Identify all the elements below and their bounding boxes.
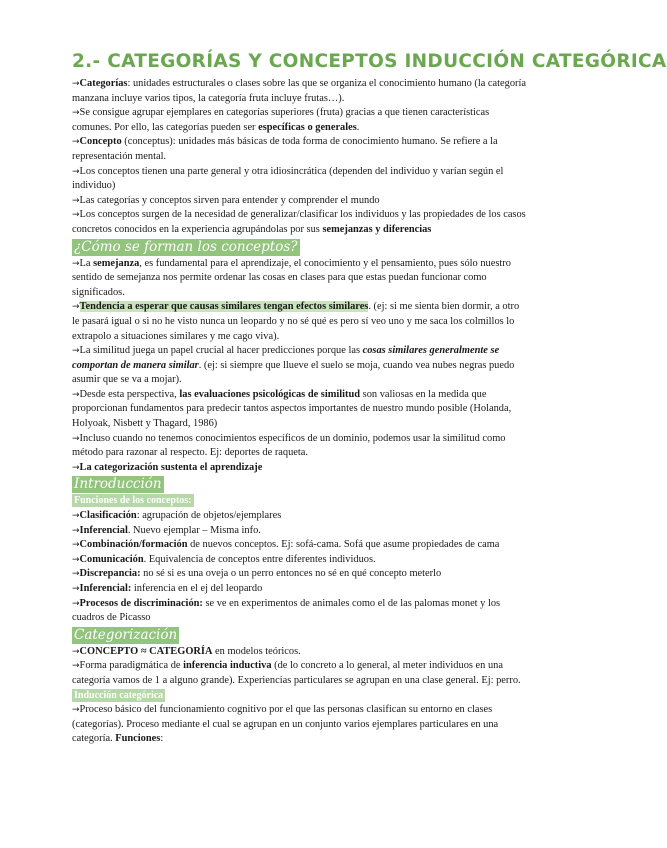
bold-term: Comunicación	[79, 553, 144, 565]
bold-term: específicas o generales	[258, 121, 357, 133]
bold-term: Discrepancia:	[79, 568, 141, 580]
paragraph-text: La	[79, 257, 94, 269]
paragraph	[72, 597, 528, 626]
bold-term: cosas similares generalmente se comportan de manera similar	[72, 345, 500, 371]
paragraph	[72, 553, 528, 568]
paragraph-text: se ve en experimentos de animales como el de las palomas monet y los cuadros de Picasso	[72, 597, 501, 624]
arrow-icon: →	[72, 661, 80, 672]
paragraph-text: :	[160, 733, 164, 745]
section-heading-intro: Introducción	[74, 476, 162, 493]
paragraph-text: . Equivalencia de conceptos entre diferentes individuos.	[143, 553, 376, 565]
bold-term: Funciones	[115, 733, 161, 745]
paragraph-text: : agrupación de objetos/ejemplares	[136, 510, 282, 522]
arrow-icon: →	[72, 389, 80, 400]
paragraph-text: (conceptus): unidades más básicas de toda forma de conocimiento humano. Se refiere a la representación mental.	[72, 136, 498, 162]
paragraph	[72, 432, 528, 461]
arrow-icon: →	[72, 258, 80, 269]
paragraph-text: Incluso cuando no tenemos conocimientos específicos de un dominio, podemos usar la similitud como método para razonar al respecto. Ej: deportes de raqueta.	[72, 432, 506, 459]
paragraph-text: .	[356, 121, 360, 133]
bold-term: Concepto	[79, 136, 122, 148]
arrow-icon: →	[72, 511, 80, 522]
induction-section	[72, 703, 528, 747]
arrow-icon: →	[72, 540, 80, 551]
paragraph-text: no sé si es una oveja o un perro entonces no sé en qué concepto meterlo	[140, 568, 442, 580]
bold-term: semejanzas y diferencias	[322, 223, 432, 235]
section-heading-como: ¿Cómo se forman los conceptos?	[74, 238, 298, 255]
arrow-icon: →	[72, 79, 80, 89]
paragraph-text: . Nuevo ejemplar – Misma info.	[127, 524, 261, 536]
arrow-icon: →	[72, 108, 80, 119]
paragraph	[72, 77, 528, 106]
paragraph-text: Los conceptos surgen de la necesidad de generalizar/clasificar los individuos y las propiedades de los casos concretos conocidos en la experiencia agrupándolas por sus	[72, 209, 526, 235]
paragraph	[72, 194, 528, 209]
arrow-icon: →	[72, 584, 80, 594]
paragraph	[72, 300, 528, 344]
paragraph	[72, 135, 528, 164]
paragraph-text: . (ej: si siempre que llueve el suelo se moja, cuando vea nubes negras puedo asumir que se va a mojar).	[72, 359, 515, 386]
paragraph	[72, 567, 528, 582]
paragraph-text: La similitud juega un papel crucial al hacer predicciones porque las	[79, 345, 363, 357]
paragraph	[72, 208, 528, 237]
paragraph	[72, 524, 528, 539]
paragraph	[72, 645, 528, 660]
arrow-icon: →	[72, 195, 80, 206]
paragraph-text: , es fundamental para el aprendizaje, el conocimiento y el pensamiento, pues sólo nuestro sentido de semejanza nos permite ordenar las cosas en clases para que estas puedan funcionar como significados.	[72, 257, 511, 298]
arrow-icon: →	[72, 166, 80, 177]
functions-section	[72, 509, 528, 626]
arrow-icon: →	[72, 346, 80, 357]
paragraph-text: . (ej: si me sienta bien dormir, a otro le pasará igual o si no he visto nunca un leopardo y no sé qué es pero sí veo uno y me saca los colmillos lo extrapolo a situaciones similares y me cago viva).	[72, 301, 520, 342]
paragraph	[72, 582, 528, 597]
bold-term: La categorización sustenta el aprendizaje	[79, 461, 263, 473]
arrow-icon: →	[72, 433, 80, 444]
subheading-induccion: Inducción categórica	[74, 689, 164, 701]
bold-term: Categorías	[79, 78, 128, 89]
arrow-icon: →	[72, 302, 80, 313]
arrow-icon: →	[72, 646, 80, 657]
paragraph	[72, 703, 528, 747]
paragraph	[72, 344, 528, 388]
paragraph	[72, 165, 528, 194]
arrow-icon: →	[72, 569, 80, 580]
paragraph	[72, 509, 528, 524]
paragraph	[72, 388, 528, 432]
bold-term: Inferencial	[79, 524, 128, 536]
paragraph-text: (de lo concreto a lo general, al meter individuos en una categoría vamos de 1 a alguno grande). Experiencias particulares se agrupan en una clase general. Ej: perro.	[72, 660, 521, 686]
arrow-icon: →	[72, 554, 80, 565]
paragraph-text: son valiosas en la medida que proporcionan fundamentos para predecir tantos aspectos importantes de nuestro mundo posible (Holanda, Holyoak, Nisbett y Thagard, 1986)	[72, 388, 512, 430]
paragraph-text: inferencia en el ej del leopardo	[131, 583, 263, 594]
paragraph-text: Se consigue agrupar ejemplares en categorías superiores (fruta) gracias a que tienen características comunes. Por ello, las categorías pueden ser	[72, 107, 490, 133]
paragraph-text: Proceso básico del funcionamiento cognitivo por el que las personas clasifican su entorno en clases (categorías). Proceso mediante el cual se agrupan en un conjunto varios ejemplares particulares en una categoría.	[72, 704, 499, 745]
bold-term: Inferencial:	[79, 583, 132, 594]
paragraph-text: en modelos teóricos.	[212, 645, 301, 657]
paragraph-text: Los conceptos tienen una parte general y otra idiosincrática (dependen del individuo y varían según el individuo)	[72, 165, 504, 192]
paragraph	[72, 106, 528, 135]
arrow-icon: →	[72, 210, 80, 221]
paragraph-text: : unidades estructurales o clases sobre las que se organiza el conocimiento humano (la categoría manzana incluye varios tipos, la categoría fruta incluye frutas…).	[72, 78, 527, 104]
paragraph	[72, 659, 528, 688]
bold-term: semejanza	[93, 257, 140, 269]
arrow-icon: →	[72, 525, 80, 536]
bold-term: Procesos de discriminación:	[79, 597, 203, 609]
paragraph	[72, 538, 528, 553]
bold-term: las evaluaciones psicológicas de similitud	[179, 388, 361, 400]
bold-term: Combinación/formación	[79, 539, 188, 551]
paragraph-text: de nuevos conceptos. Ej: sofá-cama. Sofá que asume propiedades de cama	[187, 539, 500, 551]
similarity-section	[72, 257, 528, 476]
paragraph	[72, 461, 528, 476]
categorization-section	[72, 645, 528, 689]
section-heading-categorizacion: Categorización	[74, 626, 178, 643]
arrow-icon: →	[72, 598, 80, 609]
bold-term: inferencia inductiva	[183, 660, 272, 672]
bold-term: CONCEPTO ≈ CATEGORÍA	[79, 645, 213, 657]
definitions-section	[72, 77, 528, 238]
subheading-funciones: Funciones de los conceptos:	[74, 495, 192, 507]
paragraph-text: Las categorías y conceptos sirven para entender y comprender el mundo	[79, 194, 380, 206]
bold-term: Tendencia a esperar que causas similares tengan efectos similares	[79, 301, 369, 313]
arrow-icon: →	[72, 137, 80, 148]
paragraph	[72, 257, 528, 301]
arrow-icon: →	[72, 462, 80, 473]
page-title: 2.- CATEGORÍAS Y CONCEPTOS INDUCCIÓN CATEGÓRICA	[72, 51, 667, 72]
paragraph-text: Desde esta perspectiva,	[79, 388, 180, 400]
arrow-icon: →	[72, 705, 80, 716]
paragraph-text: Forma paradigmática de	[79, 660, 184, 672]
bold-term: Clasificación	[79, 510, 137, 522]
